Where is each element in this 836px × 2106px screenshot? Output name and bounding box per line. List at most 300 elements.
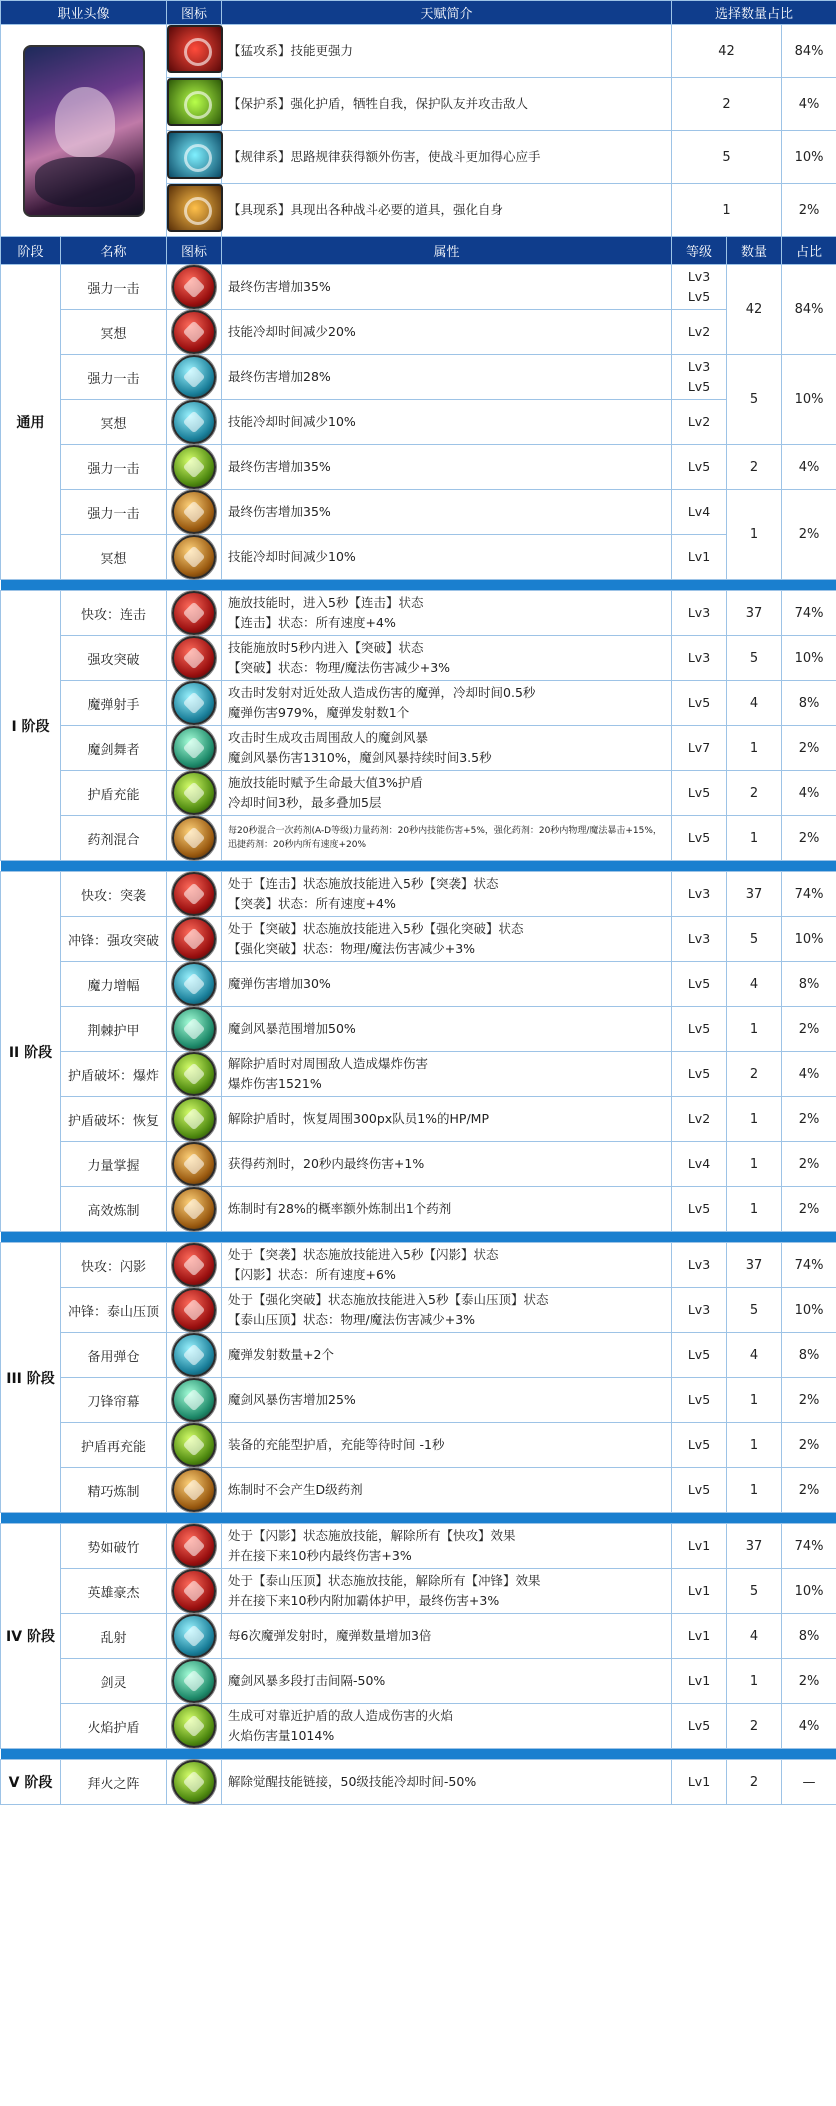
talent-name: 英雄豪杰 [61, 1569, 167, 1614]
manifest-branch-icon [167, 184, 223, 232]
talent-desc: 处于【连击】状态施放技能进入5秒【突袭】状态 【突袭】状态：所有速度+4% [222, 872, 672, 917]
red-talent-icon [172, 1288, 216, 1332]
gold-talent-icon [172, 490, 216, 534]
talent-icon-cell [167, 445, 222, 490]
talent-pct: 10% [782, 1288, 836, 1333]
talent-pct: 2% [782, 1378, 836, 1423]
talent-icon-cell [167, 962, 222, 1007]
red-talent-icon [172, 917, 216, 961]
talent-count: 5 [727, 1288, 782, 1333]
talent-level: Lv2 [672, 400, 727, 445]
talent-name: 冲锋：强攻突破 [61, 917, 167, 962]
branch-icon-cell [167, 78, 222, 131]
talent-name: 强力一击 [61, 490, 167, 535]
stage-talent-row [1, 1378, 836, 1423]
talent-icon-cell [167, 1333, 222, 1378]
talent-desc: 最终伤害增加28% [222, 355, 672, 400]
talent-name: 护盾破坏：爆炸 [61, 1052, 167, 1097]
talent-pct: 74% [782, 872, 836, 917]
talent-desc: 处于【突袭】状态施放技能进入5秒【闪影】状态 【闪影】状态：所有速度+6% [222, 1243, 672, 1288]
talent-count: 37 [727, 872, 782, 917]
stage-talent-row [1, 591, 836, 636]
talent-desc: 魔剑风暴伤害增加25% [222, 1378, 672, 1423]
talent-count: 37 [727, 591, 782, 636]
blue-talent-icon [172, 681, 216, 725]
talent-level: Lv3 [672, 591, 727, 636]
talent-icon-cell [167, 400, 222, 445]
talent-name: 火焰护盾 [61, 1704, 167, 1749]
stage-talent-row [1, 1007, 836, 1052]
teal-talent-icon [172, 1659, 216, 1703]
talent-level: Lv5 [672, 1052, 727, 1097]
talent-pct: 2% [782, 1142, 836, 1187]
talent-pct: 74% [782, 1524, 836, 1569]
talent-level: Lv5 [672, 962, 727, 1007]
talent-level: Lv1 [672, 1569, 727, 1614]
green-talent-icon [172, 1704, 216, 1748]
general-talent-row [1, 355, 836, 400]
stage-talent-row [1, 962, 836, 1007]
talent-level: Lv4 [672, 490, 727, 535]
red-talent-icon [172, 591, 216, 635]
stage-talent-row [1, 1333, 836, 1378]
blue-talent-icon [172, 1333, 216, 1377]
talent-pct: 10% [782, 636, 836, 681]
name-header: 名称 [61, 237, 167, 265]
branch-pct: 4% [782, 78, 836, 131]
talent-icon-cell [167, 355, 222, 400]
intro-header-row [1, 1, 836, 25]
talent-level: Lv5 [672, 1007, 727, 1052]
talent-desc: 炼制时有28%的概率额外炼制出1个药剂 [222, 1187, 672, 1232]
talent-level: Lv1 [672, 1659, 727, 1704]
general-talent-row [1, 445, 836, 490]
talent-desc: 施放技能时，进入5秒【连击】状态 【连击】状态：所有速度+4% [222, 591, 672, 636]
icon-header-2: 图标 [167, 237, 222, 265]
talent-desc: 魔弹发射数量+2个 [222, 1333, 672, 1378]
red-talent-icon [172, 1243, 216, 1287]
gold-talent-icon [172, 1468, 216, 1512]
talent-pct: — [782, 1760, 836, 1805]
talent-name: 冲锋：泰山压顶 [61, 1288, 167, 1333]
talent-desc: 每20秒混合一次药剂(A-D等级)力量药剂：20秒内技能伤害+5%，强化药剂：20秒内物理/魔法暴击+15%，迅捷药剂：20秒内所有速度+20% [222, 816, 672, 861]
talent-pct: 4% [782, 771, 836, 816]
stage-talent-row [1, 636, 836, 681]
talent-name: 拜火之阵 [61, 1760, 167, 1805]
branch-count: 1 [672, 184, 782, 237]
section-divider [1, 861, 836, 872]
talent-pct: 2% [782, 1423, 836, 1468]
talent-desc: 技能冷却时间减少20% [222, 310, 672, 355]
talent-desc: 解除觉醒技能链接，50级技能冷却时间-50% [222, 1760, 672, 1805]
talent-count: 1 [727, 726, 782, 771]
talent-desc: 生成可对靠近护盾的敌人造成伤害的火焰 火焰伤害量1014% [222, 1704, 672, 1749]
talent-pct: 74% [782, 1243, 836, 1288]
talent-desc: 获得药剂时，20秒内最终伤害+1% [222, 1142, 672, 1187]
talent-name: 备用弹仓 [61, 1333, 167, 1378]
talent-level: Lv5 [672, 1468, 727, 1513]
green-talent-icon [172, 1760, 216, 1804]
talent-count: 5 [727, 636, 782, 681]
branch-icon-cell [167, 184, 222, 237]
section-divider [1, 1232, 836, 1243]
teal-talent-icon [172, 1007, 216, 1051]
teal-talent-icon [172, 1378, 216, 1422]
talent-icon-cell [167, 1760, 222, 1805]
talent-level: Lv3 Lv5 [672, 355, 727, 400]
stage-talent-row [1, 1052, 836, 1097]
rule-branch-icon [167, 131, 223, 179]
talent-icon-cell [167, 310, 222, 355]
talent-name: 强力一击 [61, 445, 167, 490]
section-divider [1, 1513, 836, 1524]
talent-count: 4 [727, 1333, 782, 1378]
talent-desc: 技能冷却时间减少10% [222, 535, 672, 580]
talent-icon-cell [167, 1704, 222, 1749]
blue-talent-icon [172, 1614, 216, 1658]
talent-name: 快攻：闪影 [61, 1243, 167, 1288]
talent-desc: 攻击时生成攻击周围敌人的魔剑风暴 魔剑风暴伤害1310%，魔剑风暴持续时间3.5秒 [222, 726, 672, 771]
talent-count: 2 [727, 771, 782, 816]
blue-talent-icon [172, 400, 216, 444]
talent-name: 药剂混合 [61, 816, 167, 861]
talent-level: Lv5 [672, 1704, 727, 1749]
talent-icon-cell [167, 1288, 222, 1333]
talent-desc: 装备的充能型护盾，充能等待时间 -1秒 [222, 1423, 672, 1468]
green-talent-icon [172, 1052, 216, 1096]
talent-icon-cell [167, 535, 222, 580]
talent-level: Lv3 [672, 1243, 727, 1288]
branch-pct: 84% [782, 25, 836, 78]
talent-count: 4 [727, 1614, 782, 1659]
stage-label: 通用 [1, 265, 61, 580]
talent-icon-cell [167, 726, 222, 771]
talent-pct: 2% [782, 490, 836, 580]
talent-level: Lv1 [672, 535, 727, 580]
talent-count: 2 [727, 445, 782, 490]
talent-count: 1 [727, 816, 782, 861]
talent-count: 1 [727, 1142, 782, 1187]
talent-pct: 10% [782, 355, 836, 445]
talent-pct: 2% [782, 1468, 836, 1513]
talent-desc: 最终伤害增加35% [222, 490, 672, 535]
talent-desc: 攻击时发射对近处敌人造成伤害的魔弹，冷却时间0.5秒 魔弹伤害979%，魔弹发射数1个 [222, 681, 672, 726]
blue-talent-icon [172, 355, 216, 399]
talent-name: 护盾破坏：恢复 [61, 1097, 167, 1142]
talent-name: 剑灵 [61, 1659, 167, 1704]
green-talent-icon [172, 445, 216, 489]
stage-talent-row [1, 1468, 836, 1513]
stage-header: 阶段 [1, 237, 61, 265]
talent-name: 冥想 [61, 535, 167, 580]
talent-pct: 10% [782, 917, 836, 962]
divider-bar [1, 1749, 836, 1760]
talent-pct: 8% [782, 1614, 836, 1659]
talent-level: Lv1 [672, 1524, 727, 1569]
divider-bar [1, 580, 836, 591]
talent-count: 2 [727, 1760, 782, 1805]
talent-name: 势如破竹 [61, 1524, 167, 1569]
talent-icon-cell [167, 490, 222, 535]
stage-label: V 阶段 [1, 1760, 61, 1805]
talent-name: 强力一击 [61, 355, 167, 400]
talent-pct: 4% [782, 445, 836, 490]
portrait-header: 职业头像 [1, 1, 167, 25]
general-talent-row [1, 310, 836, 355]
gold-talent-icon [172, 816, 216, 860]
branch-desc: 【规律系】思路规律获得额外伤害，使战斗更加得心应手 [222, 131, 672, 184]
section-divider [1, 580, 836, 591]
talent-name: 护盾再充能 [61, 1423, 167, 1468]
talent-count: 1 [727, 1007, 782, 1052]
talent-desc: 每6次魔弹发射时，魔弹数量增加3倍 [222, 1614, 672, 1659]
stage-talent-row [1, 1288, 836, 1333]
talent-level: Lv5 [672, 681, 727, 726]
green-talent-icon [172, 1097, 216, 1141]
gold-talent-icon [172, 535, 216, 579]
talent-desc: 解除护盾时，恢复周围300px队员1%的HP/MP [222, 1097, 672, 1142]
talent-icon-cell [167, 1243, 222, 1288]
count-header: 数量 [727, 237, 782, 265]
talent-name: 荆棘护甲 [61, 1007, 167, 1052]
talent-desc: 解除护盾时对周围敌人造成爆炸伤害 爆炸伤害1521% [222, 1052, 672, 1097]
talent-icon-cell [167, 1378, 222, 1423]
red-talent-icon [172, 265, 216, 309]
divider-bar [1, 861, 836, 872]
teal-talent-icon [172, 726, 216, 770]
talent-name: 魔剑舞者 [61, 726, 167, 771]
talent-pct: 10% [782, 1569, 836, 1614]
divider-bar [1, 1513, 836, 1524]
talent-pct: 8% [782, 1333, 836, 1378]
talent-icon-cell [167, 1614, 222, 1659]
talent-icon-cell [167, 1524, 222, 1569]
talent-desc: 最终伤害增加35% [222, 265, 672, 310]
stage-talent-row [1, 1760, 836, 1805]
general-talent-row [1, 400, 836, 445]
red-talent-icon [172, 636, 216, 680]
talent-name: 力量掌握 [61, 1142, 167, 1187]
talent-level: Lv3 Lv5 [672, 265, 727, 310]
talent-count: 2 [727, 1052, 782, 1097]
talent-pct: 84% [782, 265, 836, 355]
talent-count: 1 [727, 1468, 782, 1513]
talent-icon-cell [167, 591, 222, 636]
red-talent-icon [172, 1524, 216, 1568]
intro-header: 天赋简介 [222, 1, 672, 25]
talent-level: Lv3 [672, 1288, 727, 1333]
offense-branch-icon [167, 25, 223, 73]
attr-header: 属性 [222, 237, 672, 265]
branch-pct: 10% [782, 131, 836, 184]
branch-count: 42 [672, 25, 782, 78]
talent-icon-cell [167, 771, 222, 816]
stage-talent-row [1, 1187, 836, 1232]
pct-header: 占比 [782, 237, 836, 265]
talent-level: Lv5 [672, 1333, 727, 1378]
stage-talent-row [1, 872, 836, 917]
blue-talent-icon [172, 962, 216, 1006]
general-talent-row [1, 535, 836, 580]
talent-name: 冥想 [61, 400, 167, 445]
talent-count: 5 [727, 355, 782, 445]
green-talent-icon [172, 1423, 216, 1467]
talent-level: Lv1 [672, 1760, 727, 1805]
talent-desc: 技能冷却时间减少10% [222, 400, 672, 445]
class-portrait-image [23, 45, 145, 217]
branch-icon-cell [167, 131, 222, 184]
talent-name: 快攻：突袭 [61, 872, 167, 917]
talent-level: Lv3 [672, 636, 727, 681]
portrait-cell [1, 25, 167, 237]
stage-talent-row [1, 1097, 836, 1142]
branch-icon-cell [167, 25, 222, 78]
talent-pct: 2% [782, 1097, 836, 1142]
talent-pct: 2% [782, 1007, 836, 1052]
general-talent-row [1, 490, 836, 535]
talent-icon-cell [167, 872, 222, 917]
talent-name: 高效炼制 [61, 1187, 167, 1232]
stage-label: I 阶段 [1, 591, 61, 861]
stage-label: III 阶段 [1, 1243, 61, 1513]
talent-desc: 处于【泰山压顶】状态施放技能，解除所有【冲锋】效果 并在接下来10秒内附加霸体护甲，最终伤害+3% [222, 1569, 672, 1614]
talent-pct: 2% [782, 1659, 836, 1704]
branch-count: 5 [672, 131, 782, 184]
talent-name: 强力一击 [61, 265, 167, 310]
stage-talent-row [1, 1423, 836, 1468]
talent-pct: 74% [782, 591, 836, 636]
stage-talent-row [1, 1142, 836, 1187]
talent-icon-cell [167, 681, 222, 726]
talent-icon-cell [167, 1007, 222, 1052]
talent-desc: 处于【突破】状态施放技能进入5秒【强化突破】状态 【强化突破】状态：物理/魔法伤害减少+3% [222, 917, 672, 962]
stage-talent-row [1, 1704, 836, 1749]
talent-desc: 魔剑风暴多段打击间隔-50% [222, 1659, 672, 1704]
gold-talent-icon [172, 1142, 216, 1186]
general-talent-row [1, 265, 836, 310]
stage-talent-row [1, 1569, 836, 1614]
red-talent-icon [172, 1569, 216, 1613]
branch-desc: 【具现系】具现出各种战斗必要的道具，强化自身 [222, 184, 672, 237]
talent-count: 5 [727, 917, 782, 962]
talent-desc: 施放技能时赋予生命最大值3%护盾 冷却时间3秒，最多叠加5层 [222, 771, 672, 816]
talent-name: 冥想 [61, 310, 167, 355]
talent-icon-cell [167, 1187, 222, 1232]
stage-talent-row [1, 816, 836, 861]
talent-count: 42 [727, 265, 782, 355]
talent-desc: 处于【闪影】状态施放技能，解除所有【快攻】效果 并在接下来10秒内最终伤害+3% [222, 1524, 672, 1569]
talent-header-row [1, 237, 836, 265]
stage-talent-row [1, 681, 836, 726]
talent-icon-cell [167, 1142, 222, 1187]
protect-branch-icon [167, 78, 223, 126]
talent-count: 1 [727, 1423, 782, 1468]
stage-talent-row [1, 1524, 836, 1569]
stage-talent-row [1, 917, 836, 962]
talent-count: 1 [727, 490, 782, 580]
talent-level: Lv2 [672, 310, 727, 355]
talent-icon-cell [167, 1468, 222, 1513]
talent-level: Lv5 [672, 816, 727, 861]
red-talent-icon [172, 872, 216, 916]
talent-name: 魔力增幅 [61, 962, 167, 1007]
section-divider [1, 1749, 836, 1760]
level-header: 等级 [672, 237, 727, 265]
talent-level: Lv2 [672, 1097, 727, 1142]
talent-count: 5 [727, 1569, 782, 1614]
talent-level: Lv4 [672, 1142, 727, 1187]
talent-pct: 2% [782, 816, 836, 861]
icon-header: 图标 [167, 1, 222, 25]
gold-talent-icon [172, 1187, 216, 1231]
talent-desc: 最终伤害增加35% [222, 445, 672, 490]
talent-count: 1 [727, 1187, 782, 1232]
talent-count: 37 [727, 1243, 782, 1288]
talent-count: 2 [727, 1704, 782, 1749]
divider-bar [1, 1232, 836, 1243]
stage-label: II 阶段 [1, 872, 61, 1232]
talent-icon-cell [167, 1659, 222, 1704]
talent-icon-cell [167, 1097, 222, 1142]
green-talent-icon [172, 771, 216, 815]
talent-name: 强攻突破 [61, 636, 167, 681]
stage-talent-row [1, 771, 836, 816]
talent-level: Lv5 [672, 1187, 727, 1232]
talent-count: 4 [727, 681, 782, 726]
talent-level: Lv1 [672, 1614, 727, 1659]
talent-pct: 2% [782, 1187, 836, 1232]
stage-talent-row [1, 1243, 836, 1288]
stage-talent-row [1, 726, 836, 771]
talent-pct: 4% [782, 1052, 836, 1097]
talent-desc: 魔弹伤害增加30% [222, 962, 672, 1007]
talent-pct: 8% [782, 681, 836, 726]
talent-icon-cell [167, 636, 222, 681]
talent-level: Lv5 [672, 1423, 727, 1468]
talent-count: 1 [727, 1659, 782, 1704]
red-talent-icon [172, 310, 216, 354]
talent-name: 快攻：连击 [61, 591, 167, 636]
talent-level: Lv5 [672, 1378, 727, 1423]
talent-level: Lv7 [672, 726, 727, 771]
talent-name: 魔弹射手 [61, 681, 167, 726]
talent-icon-cell [167, 1423, 222, 1468]
talent-level: Lv3 [672, 872, 727, 917]
talent-icon-cell [167, 1569, 222, 1614]
stats-header: 选择数量占比 [672, 1, 836, 25]
talent-name: 精巧炼制 [61, 1468, 167, 1513]
talent-icon-cell [167, 265, 222, 310]
talent-pct: 4% [782, 1704, 836, 1749]
talent-icon-cell [167, 816, 222, 861]
talent-pct: 2% [782, 726, 836, 771]
talent-desc: 处于【强化突破】状态施放技能进入5秒【泰山压顶】状态 【泰山压顶】状态：物理/魔法伤害减少+3% [222, 1288, 672, 1333]
talent-count: 1 [727, 1378, 782, 1423]
talent-desc: 炼制时不会产生D级药剂 [222, 1468, 672, 1513]
talent-name: 乱射 [61, 1614, 167, 1659]
branch-desc: 【猛攻系】技能更强力 [222, 25, 672, 78]
talent-name: 护盾充能 [61, 771, 167, 816]
talent-icon-cell [167, 1052, 222, 1097]
talent-desc: 技能施放时5秒内进入【突破】状态 【突破】状态：物理/魔法伤害减少+3% [222, 636, 672, 681]
talent-count: 37 [727, 1524, 782, 1569]
talent-pct: 8% [782, 962, 836, 1007]
talent-desc: 魔剑风暴范围增加50% [222, 1007, 672, 1052]
talent-level: Lv3 [672, 917, 727, 962]
branch-count: 2 [672, 78, 782, 131]
stage-label: IV 阶段 [1, 1524, 61, 1749]
stage-talent-row [1, 1659, 836, 1704]
